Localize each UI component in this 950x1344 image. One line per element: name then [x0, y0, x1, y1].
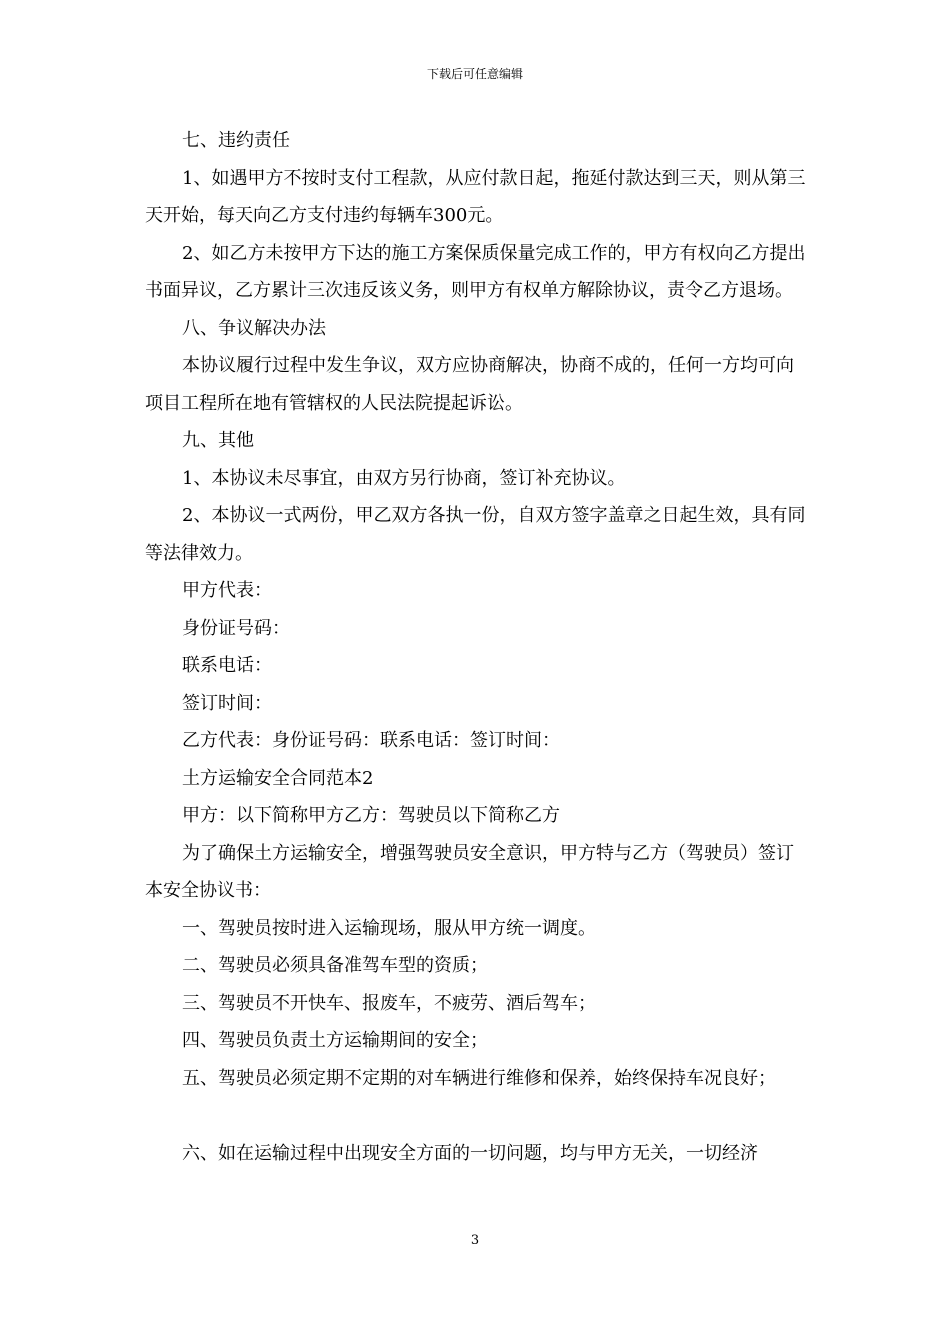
breach-clause-1: 1、如遇甲方不按时支付工程款，从应付款日起，拖延付款达到三天，则从第三天开始，每天向乙方支付违约每辆车300元。	[145, 167, 806, 226]
safety-item-2: 二、驾驶员必须具备准驾车型的资质；	[182, 955, 488, 976]
party-a-phone: 联系电话：	[182, 655, 272, 676]
party-b-signature-line: 乙方代表：身份证号码：联系电话：签订时间：	[182, 730, 560, 751]
party-a-id-number: 身份证号码：	[182, 617, 290, 639]
safety-item-1: 一、驾驶员按时进入运输现场，服从甲方统一调度。	[182, 917, 596, 939]
other-clause-2: 2、本协议一式两份，甲乙双方各执一份，自双方签字盖章之日起生效，具有同等法律效力。	[145, 505, 806, 564]
party-a-representative: 甲方代表：	[182, 580, 272, 601]
document-body	[145, 122, 810, 1172]
safety-item-4: 四、驾驶员负责土方运输期间的安全；	[182, 1030, 488, 1051]
other-clause-1: 1、本协议未尽事宜，由双方另行协商，签订补充协议。	[182, 467, 626, 489]
section-heading-dispute: 八、争议解决办法	[182, 317, 326, 339]
preamble: 为了确保土方运输安全，增强驾驶员安全意识，甲方特与乙方（驾驶员）签订本安全协议书：	[145, 842, 794, 901]
section-heading-other: 九、其他	[182, 430, 254, 451]
section-heading-breach: 七、违约责任	[182, 130, 290, 151]
dispute-clause: 本协议履行过程中发生争议，双方应协商解决，协商不成的，任何一方均可向项目工程所在地有管辖权的人民法院提起诉讼。	[145, 355, 794, 414]
parties-line: 甲方：以下简称甲方乙方：驾驶员以下简称乙方	[182, 805, 560, 826]
safety-item-6: 六、如在运输过程中出现安全方面的一切问题，均与甲方无关，一切经济	[182, 1142, 758, 1164]
template-title: 土方运输安全合同范本2	[182, 767, 374, 789]
party-a-sign-date: 签订时间：	[182, 692, 272, 714]
page-number: 3	[470, 1233, 480, 1248]
breach-clause-2: 2、如乙方未按甲方下达的施工方案保质保量完成工作的，甲方有权向乙方提出书面异议，乙方累计三次违反该义务，则甲方有权单方解除协议，责令乙方退场。	[145, 242, 806, 301]
page-header: 下载后可任意编辑	[426, 67, 523, 81]
safety-item-5: 五、驾驶员必须定期不定期的对车辆进行维修和保养，始终保持车况良好；	[182, 1067, 776, 1089]
safety-item-3: 三、驾驶员不开快车、报废车，不疲劳、酒后驾车；	[182, 992, 596, 1014]
